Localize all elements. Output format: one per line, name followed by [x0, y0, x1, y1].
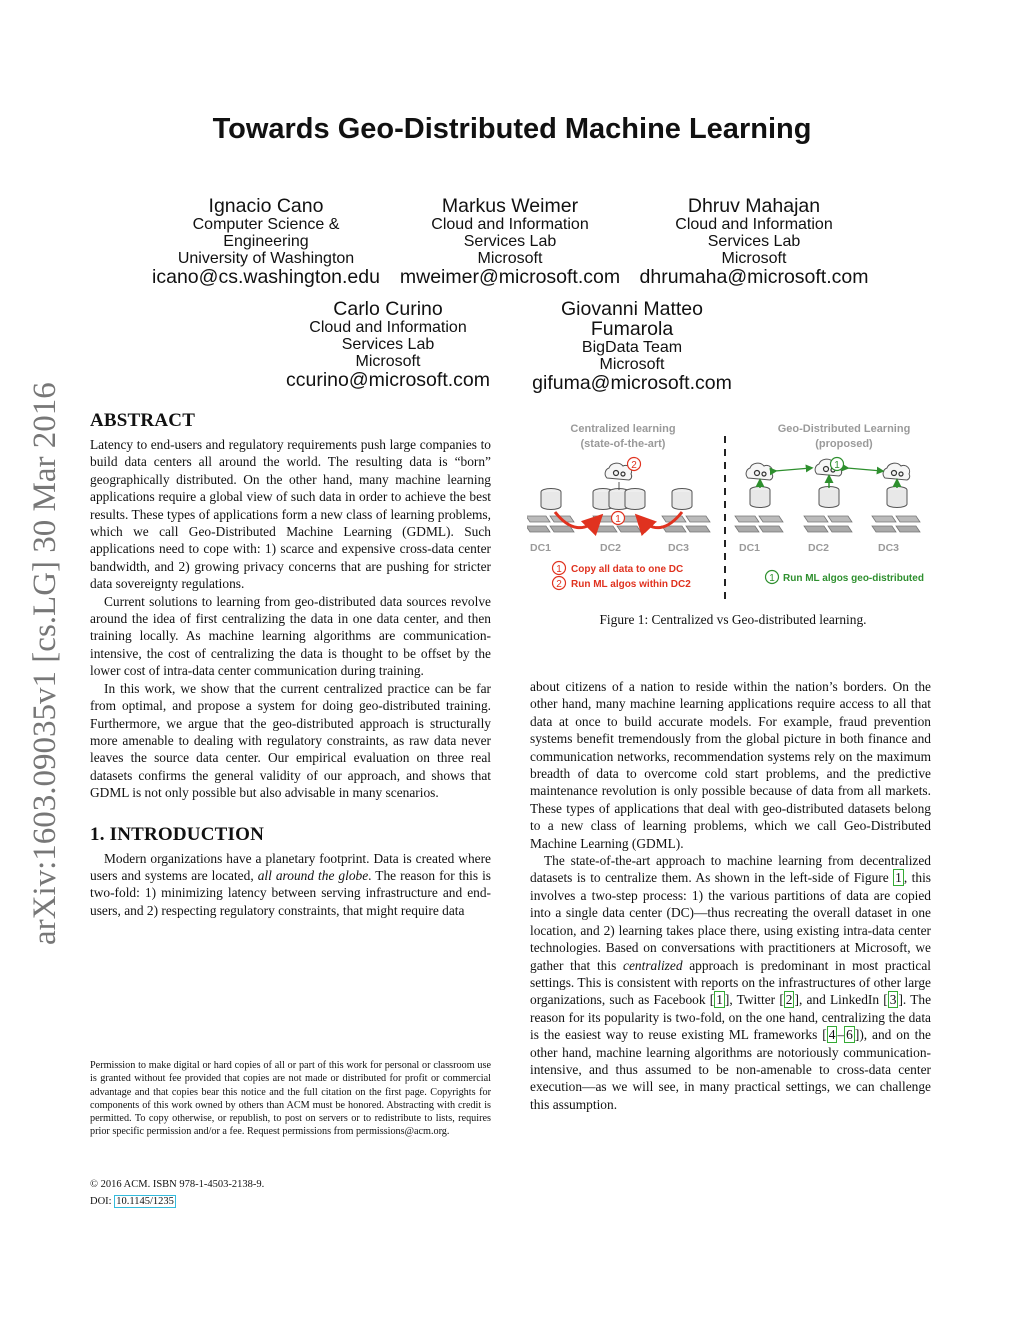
citation-link[interactable]: 6	[846, 1027, 853, 1043]
author-affiliation: Computer Science &	[192, 216, 340, 233]
doi-line: DOI: 10.1145/1235	[90, 1196, 174, 1207]
author-affiliation: Services Lab	[341, 336, 435, 353]
citation-link[interactable]: 1	[716, 992, 723, 1008]
copyright-block	[90, 1176, 491, 1210]
fig-badge-text: 1	[834, 460, 840, 471]
intro-paragraph: about citizens of a nation to reside within the nation’s borders. On the other hand, many machine learning applications require access to all that data at once to build accurate models. For example, fraud prevention systems benefit tremendously from the global picture in both finance and communication networks, recommendation systems rely on the maximum breadth of data to overcome cold start problems, and the predictive maintenance revolution is only possible because of data from all markets. These types of applications that deal with geo-distributed datasets belong to a new class of learning problems, which we call Geo-Distributed Machine Learning (GDML).	[530, 679, 931, 851]
author-name: Carlo Curino	[333, 298, 443, 320]
author-email: dhrumaha@microsoft.com	[639, 266, 869, 288]
author-affiliation: Microsoft	[599, 356, 665, 373]
author-email: icano@cs.washington.edu	[152, 266, 380, 288]
author-1	[136, 196, 396, 287]
intro-paragraph: The state-of-the-art approach to machine learning from decentralized datasets is to centralize them. As shown in the left-side of Figure 1 , this involves a two-step process: 1) the various partitions of data are copied into a single data center (DC)—thus recreating the overall dataset in one location, and 2) learning takes place there, using existing intra-data center technologies. Based on conversations with practitioners at Microsoft, we gather that this centralized approach is predominant in most practical settings. This is consistent with reports on the infrastructures of other large organizations, such as Facebook [ 1 ], Twitter [ 2 ], and LinkedIn [ 3 ]. The reason for its popularity is two-fold, on the one hand, centralizing the data is the easiest way to reuse existing ML frameworks [ 4 – 6 ]), and on the other hand, machine learning algorithms are notoriously communication-intensive, and thus assumed to be non-amenable to cross-data center execution—as we will see, in many practical settings, we can challenge this assumption.	[530, 853, 932, 1112]
author-affiliation: Cloud and Information	[309, 319, 467, 336]
fig-badge-text: 1	[615, 514, 621, 525]
intro-heading: 1. INTRODUCTION	[90, 823, 265, 845]
fig-right-title: Geo-Distributed Learning	[777, 423, 911, 435]
author-email: gifuma@microsoft.com	[532, 372, 732, 394]
fig-legend-left-2: Run ML algos within DC2	[571, 579, 691, 590]
author-affiliation: Cloud and Information	[675, 216, 833, 233]
fig-copy-arrow-left	[555, 512, 599, 528]
fig-copy-arrow-right	[639, 512, 682, 528]
fig-badge-text: 1	[769, 573, 775, 584]
fig-badge-text: 2	[556, 579, 562, 590]
citation-link[interactable]: 2	[785, 992, 793, 1008]
citation-link[interactable]: 4	[828, 1027, 836, 1043]
fig-left-subtitle: (state-of-the-art)	[580, 438, 666, 450]
figure-centralized-vs-geo	[527, 418, 939, 600]
author-affiliation: Services Lab	[707, 233, 801, 250]
abstract-paragraph: Current solutions to learning from geo-distributed data sources revolve around the idea of first centralizing the data in one data center, and then training locally. As machine learning algorithms are communication-intensive, the cost of centralizing the data is thought to be offset by the lower cost of intra-data center communication during training.	[90, 593, 491, 679]
permission-notice: Permission to make digital or hard copies of all or part of this work for personal or classroom use is granted without fee provided that copies are not made or distributed for profit or commercial advantage and that copies bear this notice and the full citation on the first page. Copyrights for components of this work owned by others than ACM must be honored. Abstracting with credit is permitted. To copy otherwise, or republish, to post on servers or to redistribute to lists, requires prior specific permission and/or a fee. Request permissions from permissions@acm.org.	[90, 1060, 491, 1138]
author-affiliation: Cloud and Information	[431, 216, 589, 233]
fig-dc-label: DC3	[668, 542, 690, 554]
fig-badge-text: 2	[631, 460, 637, 471]
fig-dc-label: DC3	[878, 542, 900, 554]
figure-ref-link[interactable]: 1	[895, 870, 902, 886]
author-name: Giovanni Matteo	[561, 298, 703, 320]
intro-paragraph: Modern organizations have a planetary footprint. Data is created where users and systems are located, all around the globe. The reason for this is two-fold: 1) minimizing latency between serving infrastructure and end-users, and 2) respecting regulatory constraints, that might require data	[90, 850, 491, 918]
citation-link[interactable]: 3	[889, 992, 897, 1008]
copyright-line: © 2016 ACM. ISBN 978-1-4503-2138-9.	[90, 1179, 265, 1190]
right-column	[530, 678, 931, 1113]
fig-legend-right-1: Run ML algos geo-distributed	[783, 573, 924, 584]
left-column	[90, 410, 491, 919]
paper-title: Towards Geo-Distributed Machine Learning	[212, 113, 812, 145]
author-affiliation: BigData Team	[581, 339, 683, 356]
author-name: Dhruv Mahajan	[687, 195, 821, 217]
fig-badge-text: 1	[556, 564, 562, 575]
author-email: mweimer@microsoft.com	[399, 266, 621, 288]
abstract-heading: ABSTRACT	[90, 410, 196, 431]
fig-dc-label: DC2	[808, 542, 830, 554]
author-2	[380, 196, 640, 287]
fig-dc-label: DC1	[739, 542, 761, 554]
doi-link[interactable]: 10.1145/1235	[116, 1196, 174, 1207]
fig-legend-left-1: Copy all data to one DC	[571, 564, 684, 575]
abstract-paragraph: In this work, we show that the current centralized practice can be far from optimal, and propose a system for doing geo-distributed training. Furthermore, we argue that the geo-distributed approach is structurally more amenable to dealing with regulatory constraints, as raw data never leaves the source data center. Our empirical evaluation on three real datasets confirms the general validity of our approach, and shows that GDML is not only possible but also advisable in many scenarios.	[90, 680, 491, 801]
fig-dc-label: DC2	[600, 542, 622, 554]
fig-right-subtitle: (proposed)	[815, 438, 873, 450]
author-affiliation: Microsoft	[355, 353, 421, 370]
fig-left-title: Centralized learning	[570, 423, 676, 435]
author-affiliation: University of Washington	[177, 250, 355, 267]
author-name-cont: Fumarola	[590, 318, 674, 340]
abstract-paragraph: Latency to end-users and regulatory requirements push large companies to build data centers all around the world. The resulting data is “born” geographically distributed. On the other hand, many machine learning applications require a global view of such data in order to achieve the best results. These types of applications form a new class of learning problems, which we call Geo-Distributed Machine Learning (GDML). Such applications need to cope with: 1) scarce and expensive cross-data center bandwidth, and 2) growing privacy concerns that are pushing for stricter data sovereignty regulations.	[90, 437, 491, 592]
fig-geo-arrow	[775, 468, 811, 471]
author-name: Markus Weimer	[441, 195, 579, 217]
fig-geo-arrow	[847, 468, 882, 471]
author-affiliation: Microsoft	[721, 250, 787, 267]
author-affiliation: Microsoft	[477, 250, 543, 267]
arxiv-side-label: arXiv:1603.09035v1 [cs.LG] 30 Mar 2016	[27, 382, 63, 945]
author-5	[502, 299, 762, 393]
author-affiliation: Engineering	[223, 233, 309, 250]
author-email: ccurino@microsoft.com	[285, 369, 490, 391]
author-4	[258, 299, 518, 390]
fig-dc-label: DC1	[530, 542, 552, 554]
figure-caption: Figure 1: Centralized vs Geo-distributed learning.	[599, 612, 867, 627]
author-affiliation: Services Lab	[463, 233, 557, 250]
author-3	[624, 196, 884, 287]
author-name: Ignacio Cano	[208, 195, 324, 217]
